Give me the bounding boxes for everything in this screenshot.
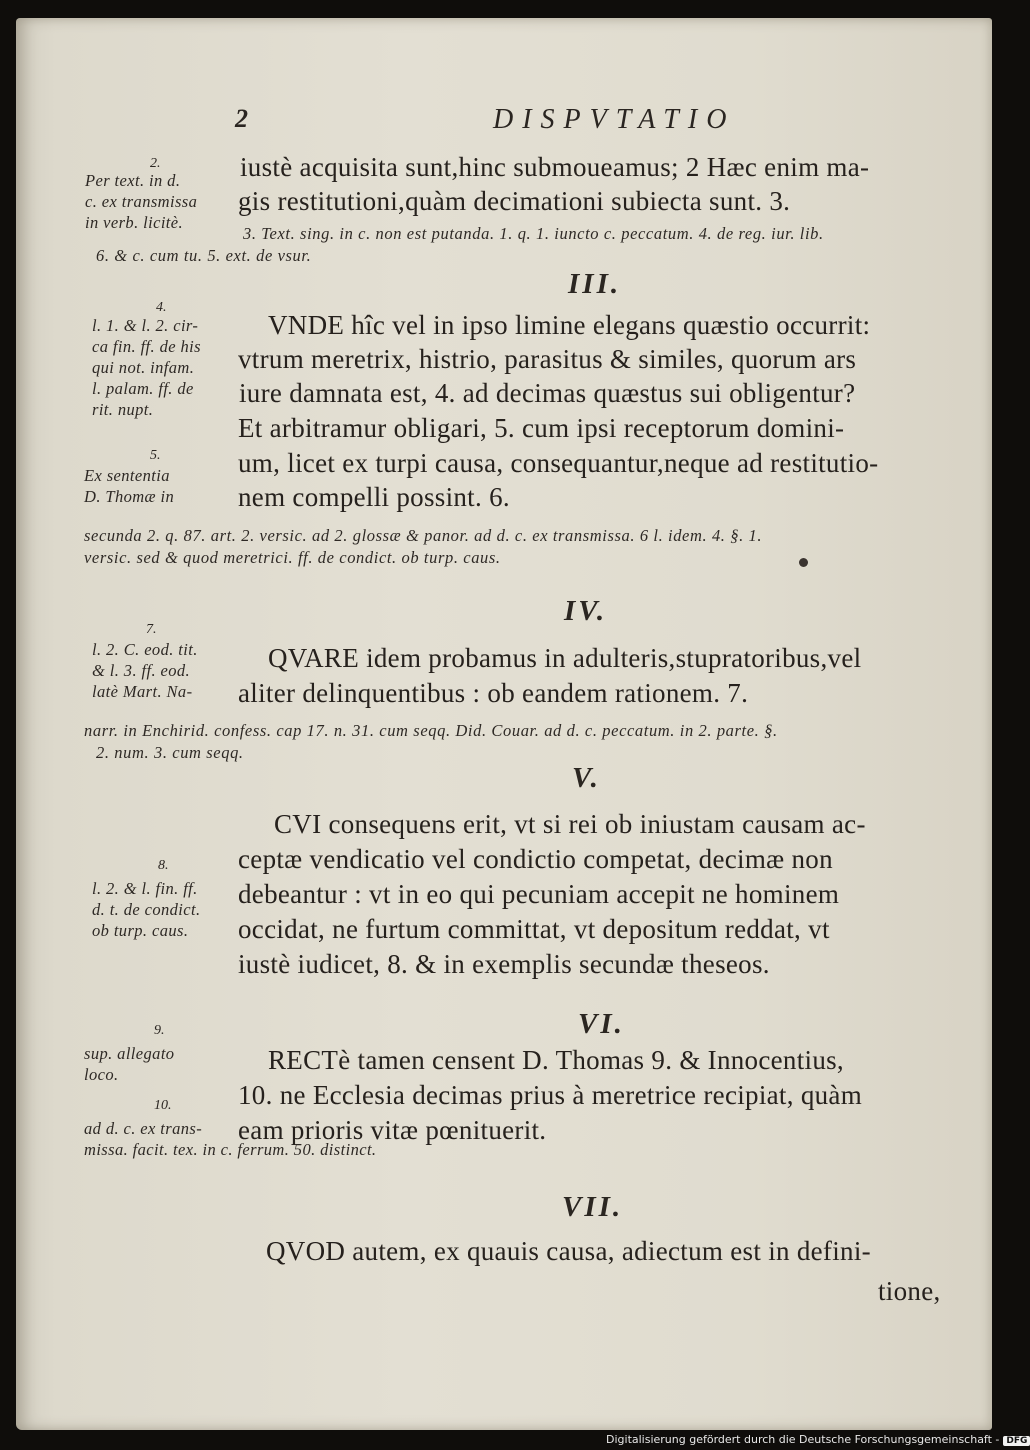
footer — [606, 1433, 1028, 1446]
body-line: debeantur : vt in eo qui pecuniam accepit ne hominem — [238, 879, 840, 909]
body-line: VNDE hîc vel in ipso limine elegans quæstio occurrit: — [268, 310, 871, 340]
margin-note-number: 8. — [158, 858, 169, 873]
body-line: ceptæ vendicatio vel condictio competat, decimæ non — [238, 844, 833, 874]
footnote-line: narr. in Enchirid. confess. cap 17. n. 31. cum seqq. Did. Couar. ad d. c. peccatum. in 2. parte. §. — [84, 721, 778, 740]
page-number: 2 — [235, 104, 248, 133]
margin-note — [92, 639, 198, 702]
dfg-logo: DFG — [1003, 1436, 1030, 1446]
body-line: RECTè tamen censent D. Thomas 9. & Innocentius, — [268, 1045, 844, 1075]
margin-note-line: l. 1. & l. 2. cir- — [92, 316, 199, 335]
margin-note-line: & l. 3. ff. eod. — [92, 661, 191, 680]
margin-note-line: rit. nupt. — [92, 400, 154, 419]
margin-note-line: l. 2. C. eod. tit. — [92, 640, 198, 659]
margin-note-line: ob turp. caus. — [92, 921, 189, 940]
body-line: iustè iudicet, 8. & in exemplis secundæ theseos. — [238, 949, 770, 979]
body-line: eam prioris vitæ pœnituerit. — [238, 1115, 547, 1145]
section-heading-vii: VII. — [562, 1191, 624, 1223]
margin-note-line: l. palam. ff. de — [92, 379, 194, 398]
section-heading-vi: VI. — [578, 1008, 625, 1040]
margin-note-line: Per text. in d. — [85, 171, 181, 190]
body-line: QVOD autem, ex quauis causa, adiectum est in defini- — [266, 1236, 871, 1266]
body-line: nem compelli possint. 6. — [238, 482, 510, 512]
body-line: iure damnata est, 4. ad decimas quæstus sui obligentur? — [239, 378, 856, 408]
margin-note-line: D. Thomæ in — [84, 487, 175, 506]
margin-note-line: sup. allegato — [84, 1044, 175, 1063]
margin-note — [84, 1043, 174, 1085]
margin-note-number: 4. — [156, 300, 167, 315]
body-line: Et arbitramur obligari, 5. cum ipsi receptorum domini- — [238, 413, 845, 443]
margin-note — [92, 315, 201, 420]
margin-note — [85, 170, 197, 233]
body-line: 10. ne Ecclesia decimas prius à meretrice recipiat, quàm — [238, 1080, 863, 1110]
margin-note-line: loco. — [84, 1065, 119, 1084]
body-line: aliter delinquentibus : ob eandem rationem. 7. — [238, 678, 749, 708]
margin-note — [92, 878, 201, 941]
margin-note-line: d. t. de condict. — [92, 900, 201, 919]
body-line: iustè acquisita sunt,hinc submoueamus; 2 Hæc enim ma- — [240, 152, 870, 182]
footer-text: Digitalisierung gefördert durch die Deutsche Forschungsgemeinschaft - — [606, 1433, 1000, 1446]
margin-note-line: ad d. c. ex trans- — [84, 1119, 203, 1138]
footnote-line: 6. & c. cum tu. 5. ext. de vsur. — [96, 246, 312, 265]
margin-note-line: c. ex transmissa — [85, 192, 198, 211]
margin-note-number: 10. — [154, 1098, 172, 1113]
body-line: um, licet ex turpi causa, consequantur,neque ad restitutio- — [238, 448, 879, 478]
body-line: vtrum meretrix, histrio, parasitus & similes, quorum ars — [238, 344, 857, 374]
margin-note-number: 9. — [154, 1023, 165, 1038]
margin-note-number: 7. — [146, 622, 157, 637]
section-heading-iii: III. — [568, 268, 622, 300]
footnote-line: 2. num. 3. cum seqq. — [96, 743, 244, 762]
body-line: gis restitutioni,quàm decimationi subiecta sunt. 3. — [238, 186, 791, 216]
margin-note-number: 5. — [150, 448, 161, 463]
margin-note-line: qui not. infam. — [92, 358, 195, 377]
footnote-line: versic. sed & quod meretrici. ff. de condict. ob turp. caus. — [84, 548, 501, 567]
ink-speck — [799, 558, 808, 567]
footnote-line: 3. Text. sing. in c. non est putanda. 1. q. 1. iuncto c. peccatum. 4. de reg. iur. lib. — [243, 224, 824, 243]
body-line: CVI consequens erit, vt si rei ob iniustam causam ac- — [274, 809, 866, 839]
body-line: occidat, ne furtum committat, vt depositum reddat, vt — [238, 914, 830, 944]
section-heading-v: V. — [572, 762, 601, 794]
margin-note — [84, 465, 174, 507]
book-page — [16, 18, 992, 1430]
margin-note-line: ca fin. ff. de his — [92, 337, 201, 356]
body-line: QVARE idem probamus in adulteris,stupratoribus,vel — [268, 643, 862, 673]
margin-note-line: Ex sententia — [84, 466, 170, 485]
margin-note-line: in verb. licitè. — [85, 213, 184, 232]
margin-note — [84, 1118, 376, 1160]
margin-note-line: missa. facit. tex. in c. ferrum. 50. distinct. — [84, 1140, 377, 1159]
margin-note-line: latè Mart. Na- — [92, 682, 193, 701]
running-title: DISPVTATIO — [493, 104, 736, 135]
margin-note-line: l. 2. & l. fin. ff. — [92, 879, 198, 898]
footnote-line: secunda 2. q. 87. art. 2. versic. ad 2. glossæ & panor. ad d. c. ex transmissa. 6 l. idem. 4. §. 1. — [84, 526, 763, 545]
section-heading-iv: IV. — [564, 595, 608, 627]
catchword: tione, — [878, 1276, 941, 1306]
margin-note-number: 2. — [150, 156, 161, 171]
